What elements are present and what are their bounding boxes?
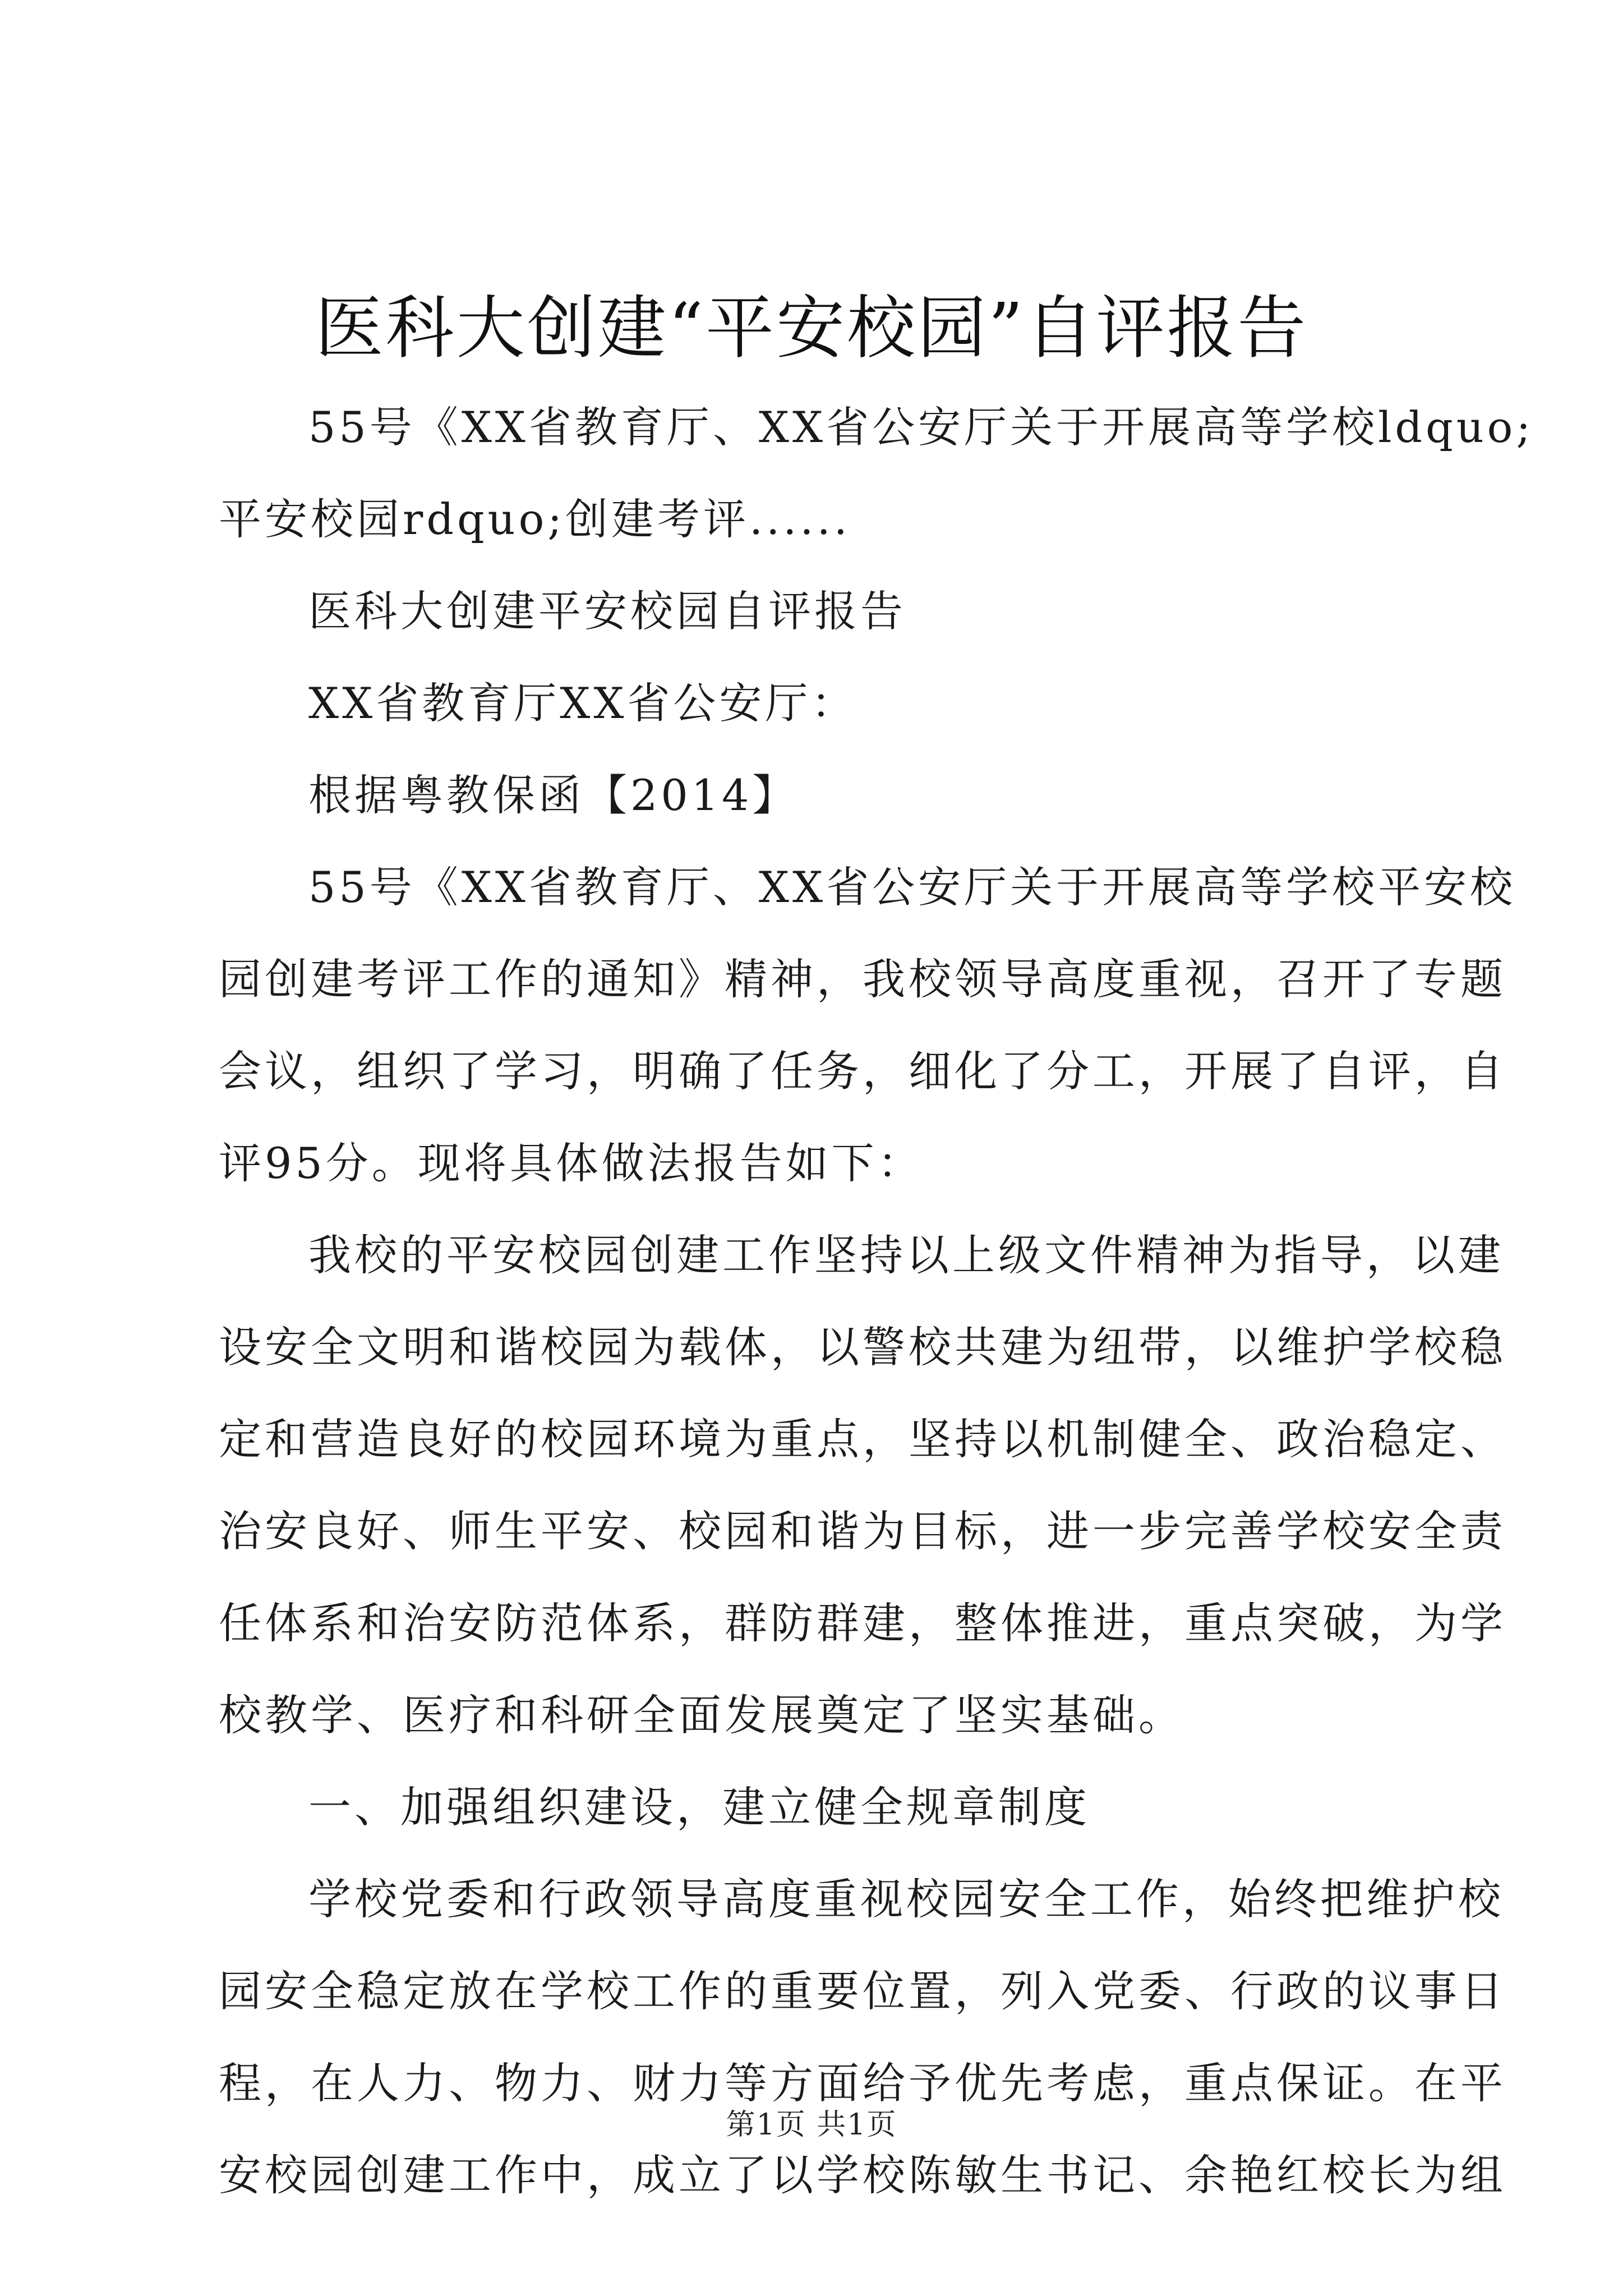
paragraph-line: 平安校园rdquo;创建考评...... [219, 494, 851, 544]
paragraph-line: 治安良好、师生平安、校园和谐为目标，进一步完善学校安全责 [219, 1506, 1506, 1556]
paragraph [219, 1209, 1506, 1761]
paragraph-line: 设安全文明和谐校园为载体，以警校共建为纽带，以维护学校稳 [219, 1322, 1506, 1372]
paragraph-line: 园安全稳定放在学校工作的重要位置，列入党委、行政的议事日 [219, 1966, 1506, 2016]
paragraph-line: 定和营造良好的校园环境为重点，坚持以机制健全、政治稳定、 [219, 1414, 1506, 1464]
paragraph [219, 841, 1516, 1209]
paragraph-line: 会议，组织了学习，明确了任务，细化了分工，开展了自评，自 [219, 1046, 1506, 1096]
paragraph-line: 任体系和治安防范体系，群防群建，整体推进，重点突破，为学 [219, 1598, 1506, 1648]
paragraph-line: 我校的平安校园创建工作坚持以上级文件精神为指导，以建 [308, 1230, 1504, 1280]
paragraph-line: 55号《XX省教育厅、XX省公安厅关于开展高等学校ldquo; [308, 402, 1534, 452]
document-body [219, 381, 1534, 2221]
paragraph [219, 657, 1424, 749]
paragraph [219, 749, 1424, 841]
paragraph-line: 55号《XX省教育厅、XX省公安厅关于开展高等学校平安校 [308, 862, 1516, 912]
paragraph-line: 根据粤教保函【2014】 [308, 770, 799, 820]
paragraph-line: XX省教育厅XX省公安厅： [308, 678, 857, 728]
paragraph-line: 评95分。现将具体做法报告如下： [219, 1138, 924, 1188]
paragraph [219, 381, 1534, 565]
document-title: 医科大创建“平安校园”自评报告 [315, 288, 1308, 368]
page-footer: 第1页 共1页 [726, 2108, 897, 2142]
paragraph-line: 校教学、医疗和科研全面发展奠定了坚实基础。 [219, 1690, 1184, 1740]
paragraph [219, 565, 1424, 657]
paragraph-line: 一、加强组织建设，建立健全规章制度 [308, 1782, 1090, 1832]
paragraph [219, 1853, 1506, 2221]
paragraph-line: 程，在人力、物力、财力等方面给予优先考虑，重点保证。在平 [219, 2058, 1506, 2108]
paragraph-line: 学校党委和行政领导高度重视校园安全工作，始终把维护校 [308, 1874, 1504, 1924]
paragraph-line: 园创建考评工作的通知》精神，我校领导高度重视，召开了专题 [219, 954, 1506, 1004]
paragraph [219, 1761, 1424, 1853]
paragraph-line: 安校园创建工作中，成立了以学校陈敏生书记、余艳红校长为组 [219, 2150, 1506, 2200]
paragraph-line: 医科大创建平安校园自评报告 [308, 586, 906, 636]
